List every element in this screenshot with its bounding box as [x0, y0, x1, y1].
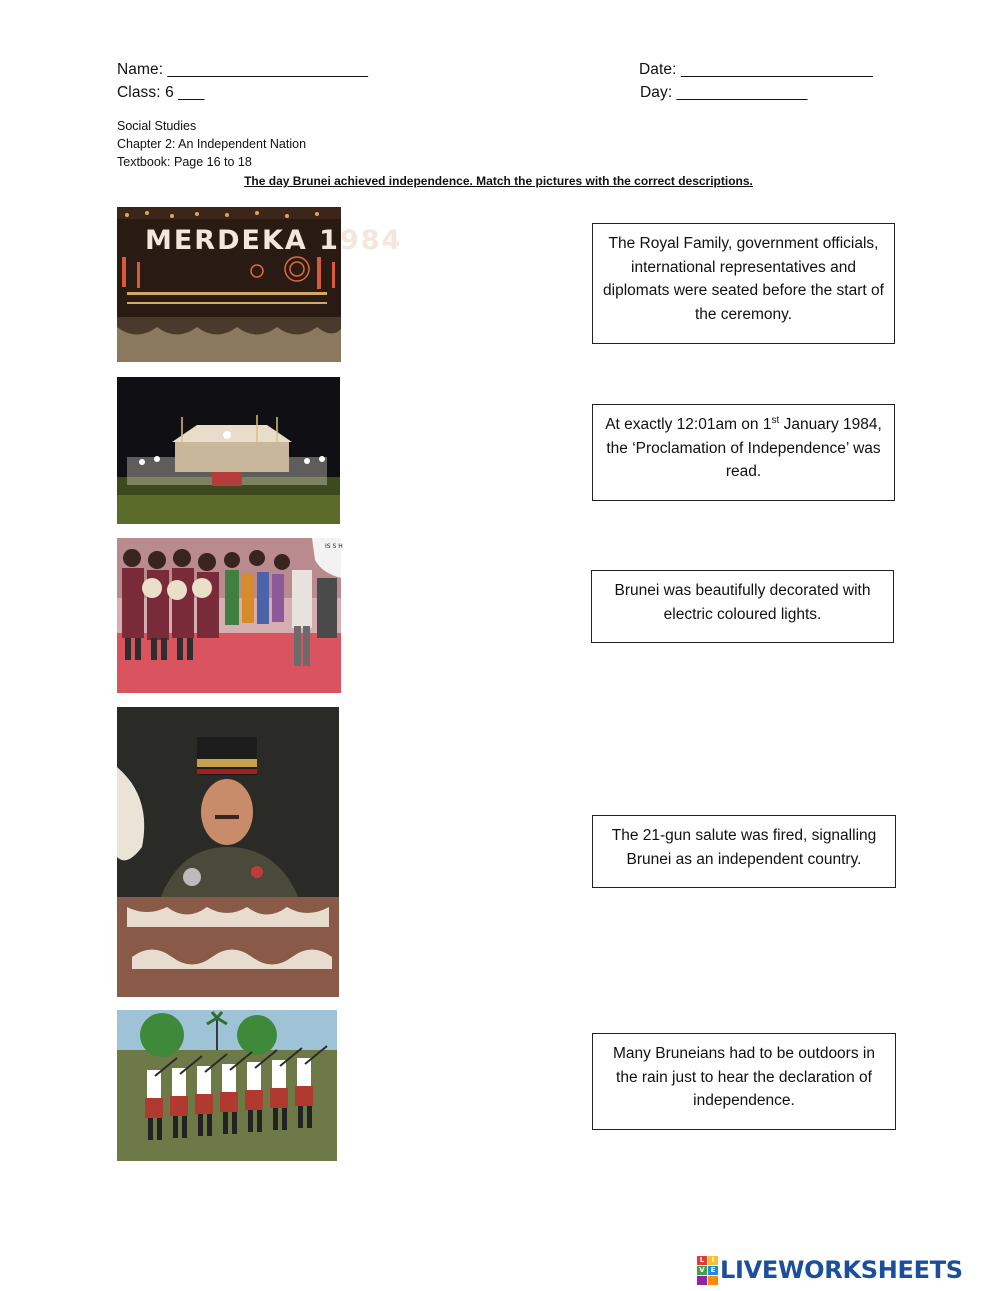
logo-blocks-icon: L I V E [697, 1256, 718, 1285]
chapter-label: Chapter 2: An Independent Nation [117, 137, 307, 151]
description-box-outdoors-rain[interactable] [592, 1033, 896, 1130]
speech-bubble-text: IS S H [325, 543, 343, 550]
description-box-royal-family[interactable] [592, 223, 895, 344]
description-text: The 21-gun salute was fired, signalling Brunei as an independent country. [611, 827, 877, 868]
description-text: At exactly 12:01am on 1st January 1984, the ‘Proclamation of Independence’ was read. [605, 414, 882, 480]
merdeka-sign-text: MERDEKA 1984 [145, 225, 403, 256]
subject-label: Social Studies [117, 119, 197, 133]
description-text: The Royal Family, government officials, international representatives and diplomats were seated before the start of the ceremony. [603, 235, 884, 323]
textbook-label: Textbook: Page 16 to 18 [117, 155, 252, 169]
instruction-heading: The day Brunei achieved independence. Match the pictures with the correct descriptions. [244, 174, 753, 188]
picture-night-ceremony [117, 377, 340, 524]
description-box-coloured-lights[interactable] [591, 570, 894, 643]
description-text: Brunei was beautifully decorated with electric coloured lights. [614, 582, 871, 623]
description-box-proclamation[interactable] [592, 404, 895, 501]
picture-gun-salute [117, 1010, 337, 1161]
picture-sultan-speech [117, 707, 339, 997]
picture-merdeka-lights [117, 207, 403, 362]
description-text: Many Bruneians had to be outdoors in the rain just to hear the declaration of independence. [613, 1045, 875, 1109]
date-field-label: Date: ______________________ [639, 61, 873, 78]
logo-text: LIVEWORKSHEETS [720, 1256, 963, 1284]
day-field-label: Day: _______________ [640, 84, 808, 101]
name-field-label: Name: _______________________ [117, 61, 369, 78]
class-field-label: Class: 6 ___ [117, 84, 205, 101]
picture-crowd-illustration [117, 538, 341, 693]
liveworksheets-logo [697, 1256, 963, 1284]
description-box-gun-salute[interactable] [592, 815, 896, 888]
